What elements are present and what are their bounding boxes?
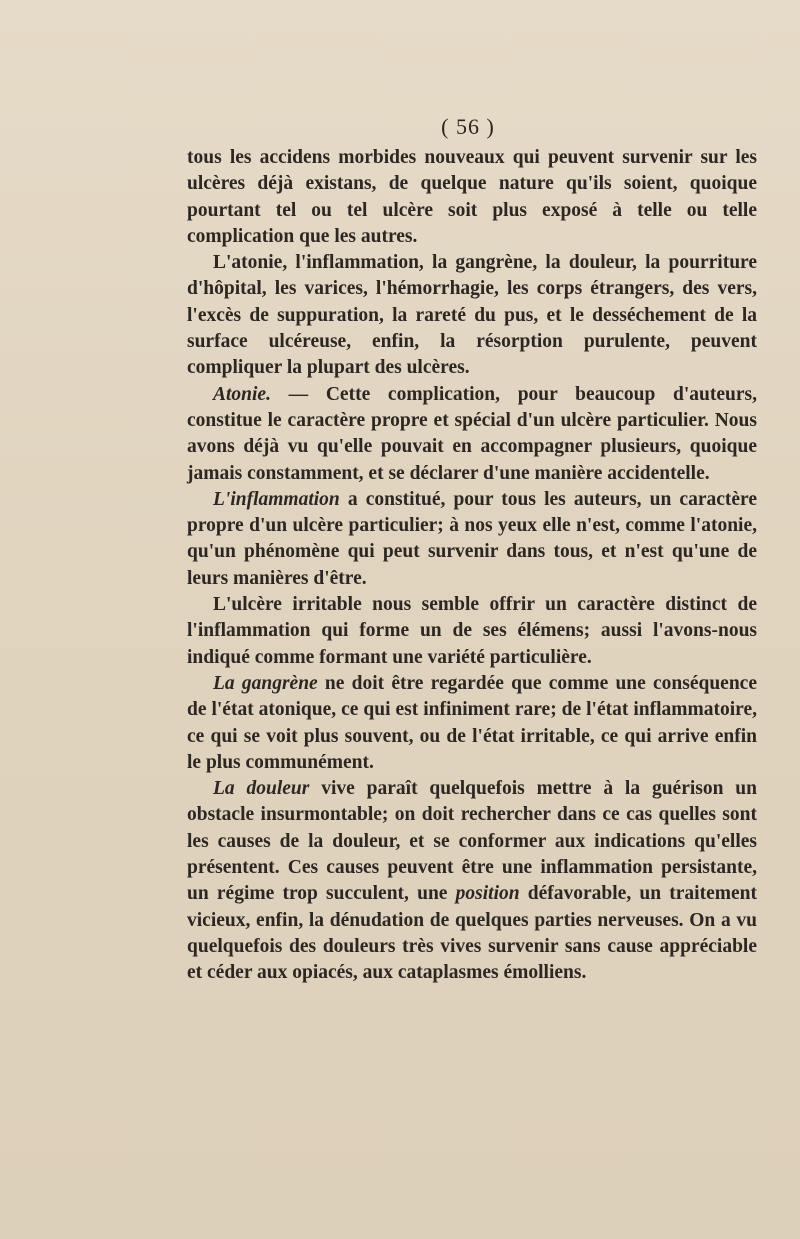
page-number: ( 56 ) [441, 114, 495, 139]
text-run: ne doit être regardée que comme une conséquence de l'état atonique, ce qui est infiniment rare; de l'état inflammatoire, ce qui se voit plus souvent, ou de l'état irritable, ce qui arrive enfin le plus communément. [187, 672, 757, 773]
paragraph-p6 [187, 671, 757, 776]
italic-term: Atonie. [213, 383, 271, 405]
text-run: défavorable, un traitement vicieux, enfin, la dénudation de quelques parties nerveuses. On a vu quelquefois des douleurs très vives survenir sans cause appréciable et céder aux opiacés, aux cataplasmes émolliens. [187, 883, 757, 984]
text-run: tous les accidens morbides nouveaux qui peuvent survenir sur les ulcères déjà existans, de quelque nature qu'ils soient, quoique pourtant tel ou tel ulcère soit plus exposé à telle ou telle complication que les autres. [187, 147, 757, 247]
paragraph-p3 [187, 382, 757, 487]
text-run: a constitué, pour tous les auteurs, un caractère propre d'un ulcère particulier; à nos yeux elle n'est, comme l'atonie, qu'un phénomène qui peut survenir dans tous, et n'est qu'une de leurs manières d'être. [187, 488, 757, 589]
text-run: vive paraît quelquefois mettre à la guérison un obstacle insurmontable; on doit rechercher dans ce cas quelles sont les causes de la douleur, et se conformer aux indications qu'elles présentent. Ces causes peuvent être une inflammation persistante, un régime trop succulent, une [187, 778, 757, 905]
italic-term: position [455, 883, 520, 905]
text-run: — Cette complication, pour beaucoup d'auteurs, constitue le caractère propre et spécial d'un ulcère particulier. Nous avons déjà vu qu'elle pouvait en accompagner plusieurs, quoique jamais constamment, et se déclarer d'une manière accidentelle. [187, 383, 757, 484]
text-run: L'ulcère irritable nous semble offrir un caractère distinct de l'inflammation qui forme un de ses élémens; aussi l'avons-nous indiqué comme formant une variété particulière. [187, 594, 757, 668]
text-run: L'atonie, l'inflammation, la gangrène, la douleur, la pourriture d'hôpital, les varices, l'hémorrhagie, les corps étrangers, des vers, l'excès de suppuration, la rareté du pus, et le desséchement de la surface ulcéreuse, enfin, la résorption purulente, peuvent compliquer la plupart des ulcères. [187, 252, 757, 379]
italic-term: La douleur [213, 778, 310, 800]
paragraph-p1 [187, 145, 757, 250]
paragraph-p5 [187, 592, 757, 671]
italic-term: L'inflammation [213, 488, 340, 510]
italic-term: La gangrène [213, 672, 318, 694]
body-text [187, 145, 757, 987]
paragraph-p2 [187, 250, 757, 381]
paragraph-p4 [187, 487, 757, 592]
paragraph-p7 [187, 776, 757, 986]
